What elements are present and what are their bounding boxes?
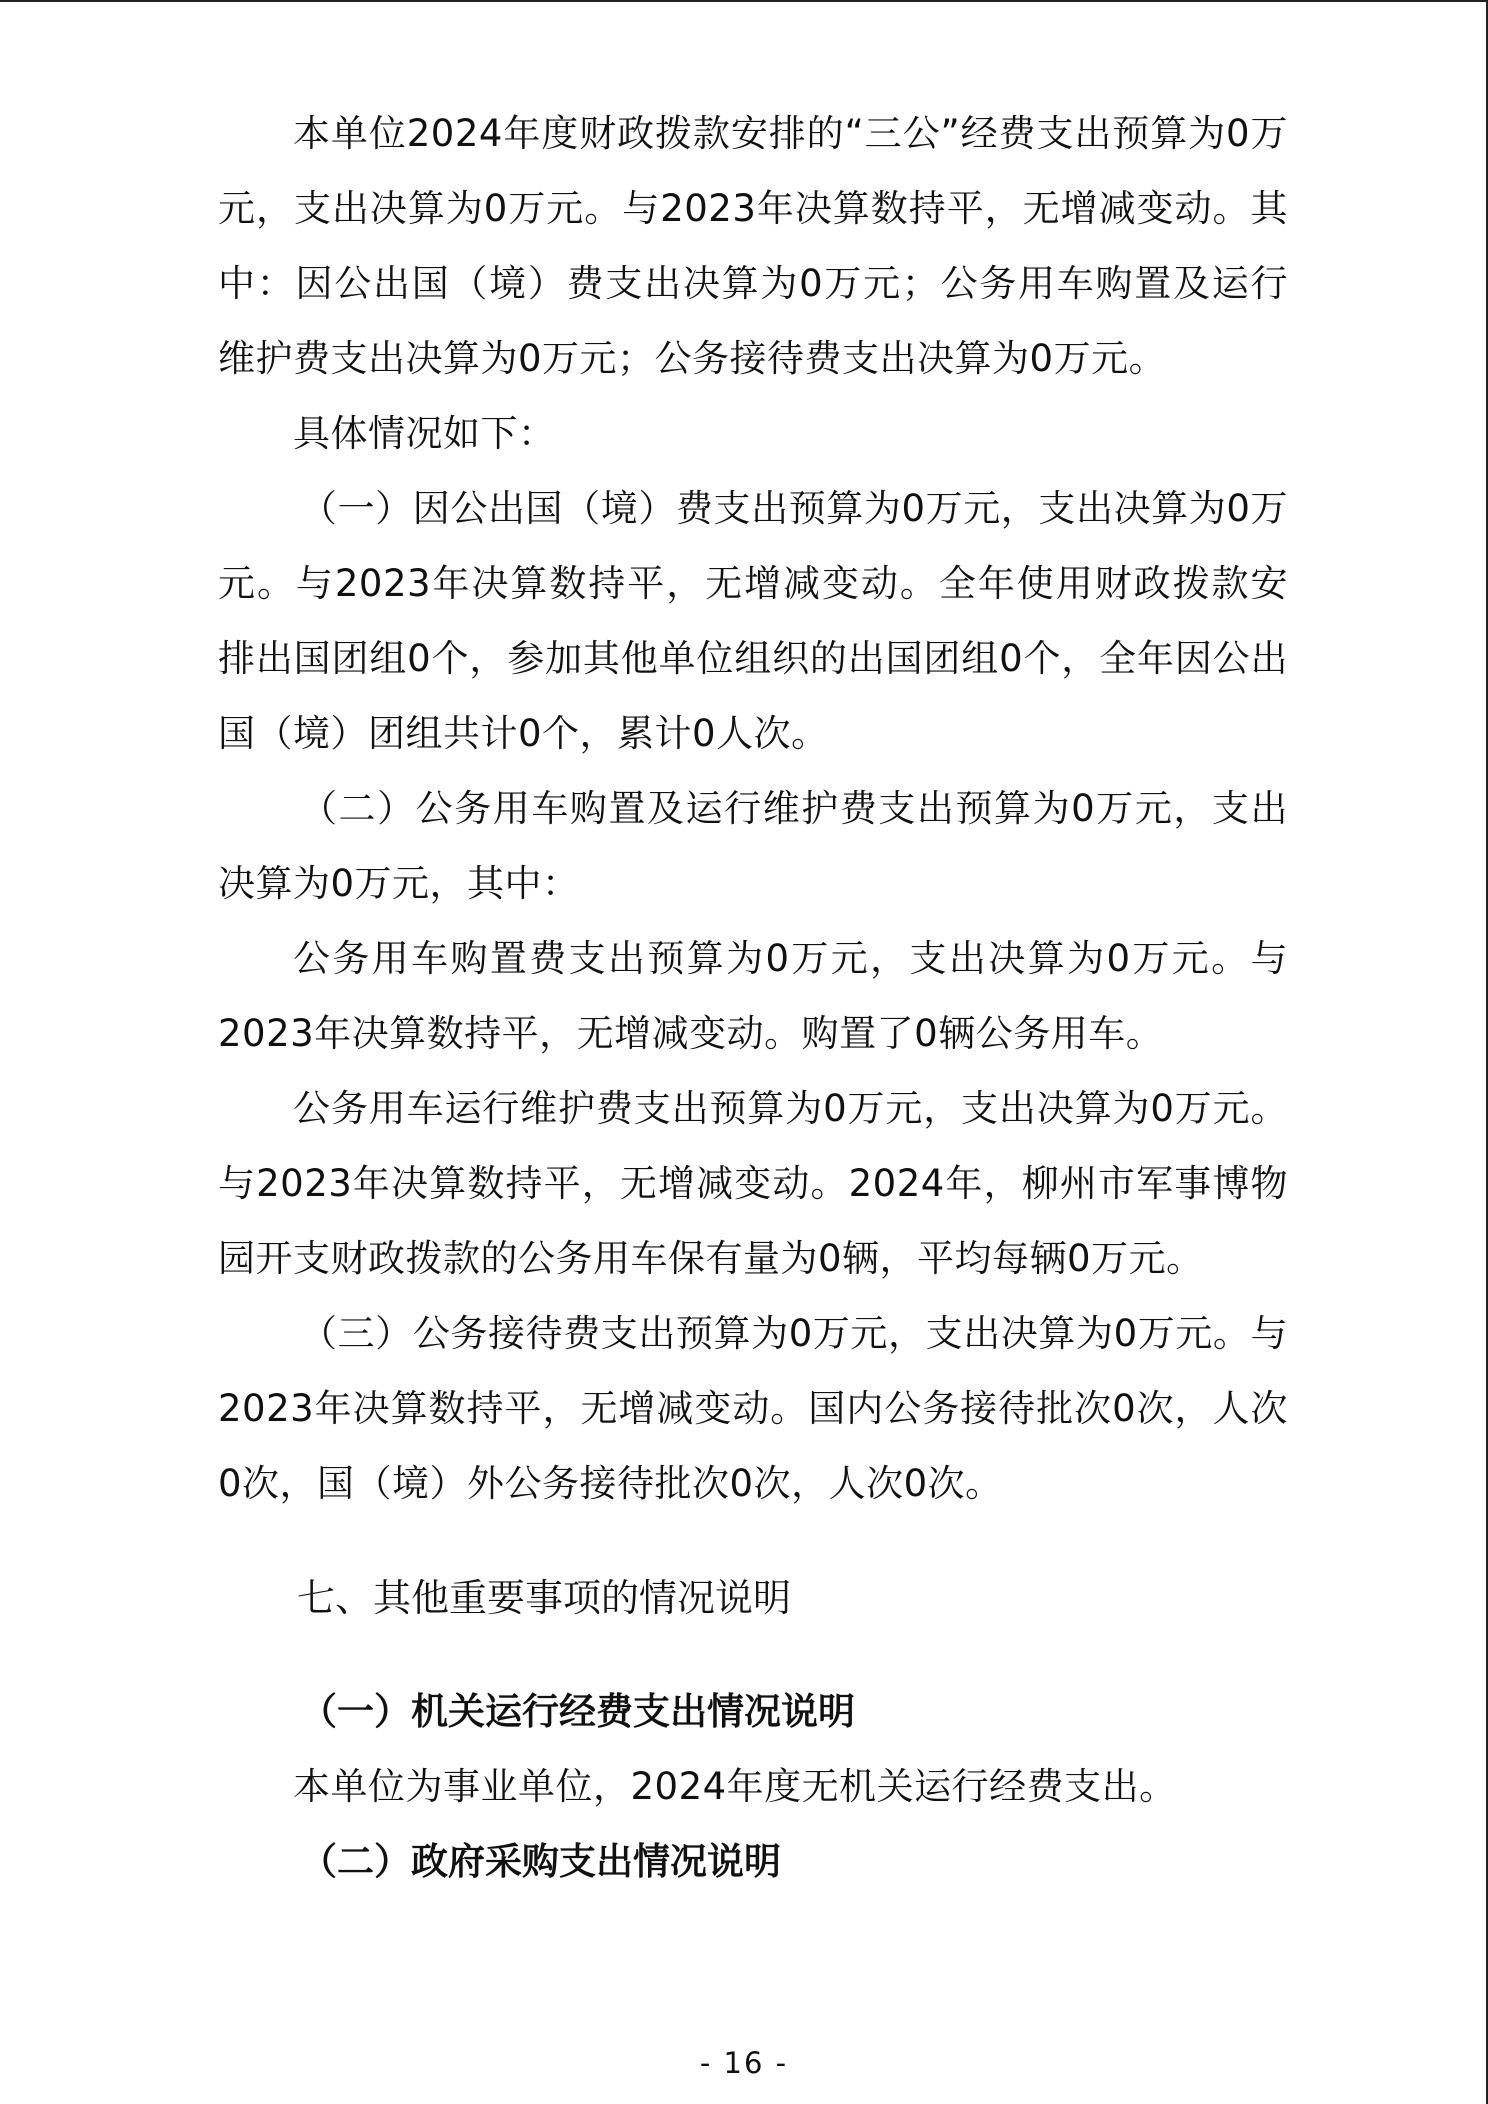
paragraph-three-public-summary: 本单位2024年度财政拨款安排的“三公”经费支出预算为0万元，支出决算为0万元。与2023年决算数持平，无增减变动。其中：因公出国（境）费支出决算为0万元；公务用车购置及运行维护费支出决算为0万元；公务接待费支出决算为0万元。: [218, 112, 1288, 380]
paragraph-operating-expenses: 本单位为事业单位，2024年度无机关运行经费支出。: [293, 1765, 1177, 1808]
page-border-top: [0, 0, 1488, 2]
section-heading-other-matters: 七、其他重要事项的情况说明: [297, 1576, 792, 1620]
paragraph-vehicle-purchase: 公务用车购置费支出预算为0万元，支出决算为0万元。与2023年决算数持平，无增减变动。购置了0辆公务用车。: [218, 937, 1288, 1055]
document-body: [218, 96, 1288, 1899]
page-number: - 16 -: [699, 2046, 789, 2080]
paragraph-official-vehicles: （二）公务用车购置及运行维护费支出预算为0万元，支出决算为0万元，其中：: [218, 787, 1288, 905]
paragraph-details-intro: 具体情况如下：: [293, 412, 556, 455]
sub-heading-operating-expenses: （一）机关运行经费支出情况说明: [300, 1690, 855, 1733]
sub-heading-government-procurement: （二）政府采购支出情况说明: [300, 1840, 781, 1883]
paragraph-vehicle-maintenance: 公务用车运行维护费支出预算为0万元，支出决算为0万元。与2023年决算数持平，无增减变动。2024年，柳州市军事博物园开支财政拨款的公务用车保有量为0辆，平均每辆0万元。: [218, 1087, 1288, 1280]
paragraph-official-reception: （三）公务接待费支出预算为0万元，支出决算为0万元。与2023年决算数持平，无增减变动。国内公务接待批次0次，人次0次，国（境）外公务接待批次0次，人次0次。: [218, 1312, 1288, 1505]
paragraph-overseas-travel: （一）因公出国（境）费支出预算为0万元，支出决算为0万元。与2023年决算数持平，无增减变动。全年使用财政拨款安排出国团组0个，参加其他单位组织的出国团组0个，全年因公出国（境）团组共计0个，累计0人次。: [218, 487, 1288, 755]
